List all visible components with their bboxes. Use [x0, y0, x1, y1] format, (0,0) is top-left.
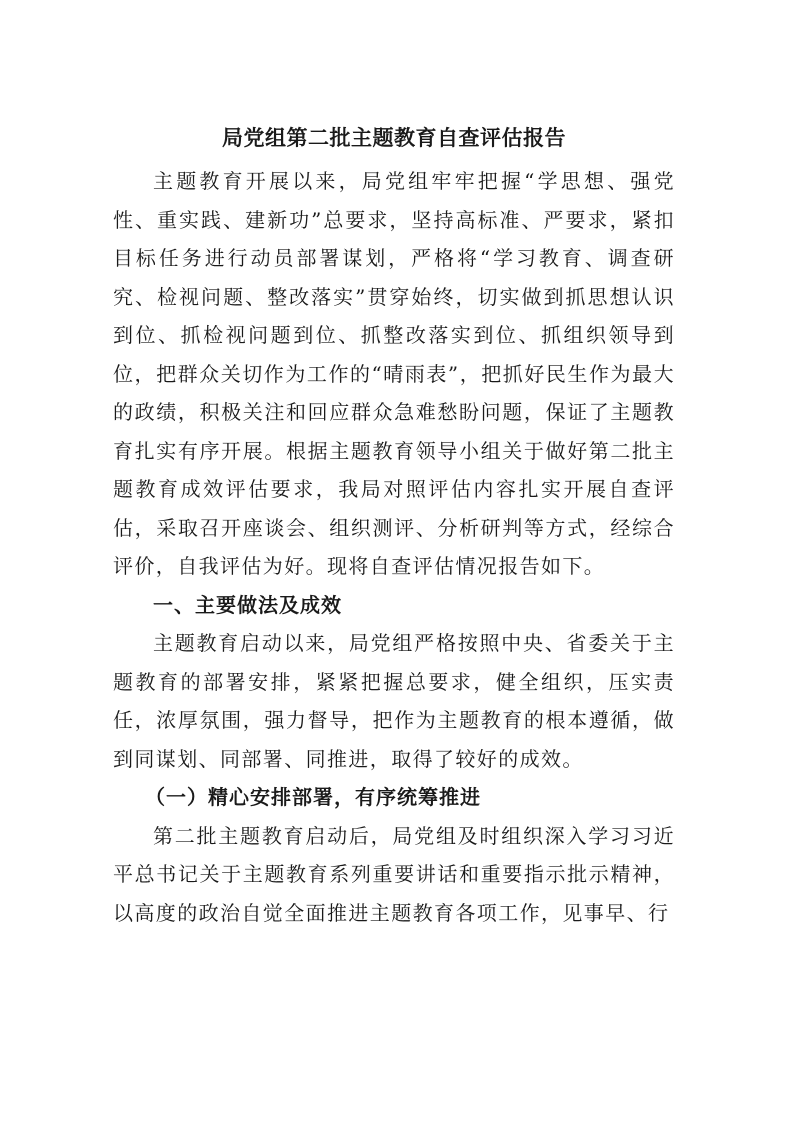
document-title: 局党组第二批主题教育自查评估报告 — [222, 126, 566, 150]
subsection-heading-deployment: （一）精心安排部署，有序统筹推进 — [145, 785, 481, 809]
subsection-paragraph-deployment: 第二批主题教育启动后，局党组及时组织深入学习习近平总书记关于主题教育系列重要讲话和重要指示批示精神，以高度的政治自觉全面推进主题教育各项工作，见事早、行 — [113, 823, 675, 925]
section-heading-main-practices: 一、主要做法及成效 — [153, 592, 342, 617]
section-paragraph-main-practices: 主题教育启动以来，局党组严格按照中央、省委关于主题教育的部署安排，紧紧把握总要求，健全组织，压实责任，浓厚氛围，强力督导，把作为主题教育的根本遵循，做到同谋划、同部署、同推进，取得了较好的成效。 — [113, 631, 675, 771]
document-page — [113, 118, 675, 932]
intro-paragraph: 主题教育开展以来，局党组牢牢把握“学思想、强党性、重实践、建新功”总要求，坚持高标准、严要求，紧扣目标任务进行动员部署谋划，严格将“学习教育、调查研究、检视问题、整改落实”贯穿始终，切实做到抓思想认识到位、抓检视问题到位、抓整改落实到位、抓组织领导到位，把群众关切作为工作的“晴雨表”，把抓好民生作为最大的政绩，积极关注和回应群众急难愁盼问题，保证了主题教育扎实有序开展。根据主题教育领导小组关于做好第二批主题教育成效评估要求，我局对照评估内容扎实开展自查评估，采取召开座谈会、组织测评、分析研判等方式，经综合评价，自我评估为好。现将自查评估情况报告如下。 — [113, 169, 675, 578]
